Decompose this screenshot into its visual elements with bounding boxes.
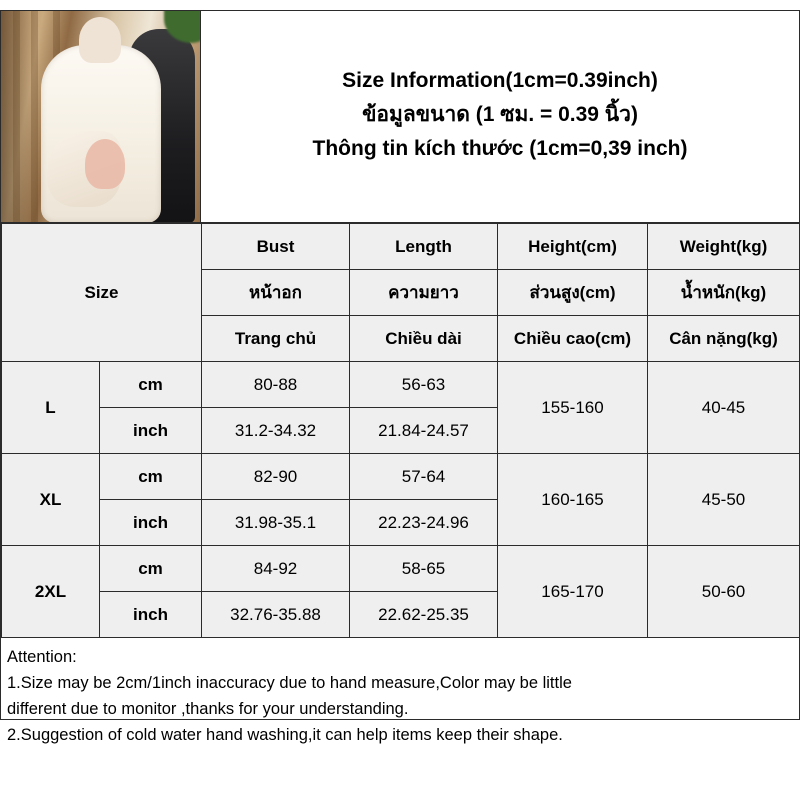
L-bust-inch: 31.2-34.32 (202, 408, 350, 454)
row-size-L: L (2, 362, 100, 454)
curtain-fold-icon (13, 11, 20, 222)
unit-cm: cm (100, 454, 202, 500)
XL-bust-inch: 31.98-35.1 (202, 500, 350, 546)
L-height: 155-160 (498, 362, 648, 454)
table-row (2, 546, 800, 592)
table-row (2, 454, 800, 500)
2XL-weight: 50-60 (648, 546, 800, 638)
mannequin-neck (79, 17, 121, 63)
2XL-bust-cm: 84-92 (202, 546, 350, 592)
L-length-inch: 21.84-24.57 (350, 408, 498, 454)
title-area (201, 11, 799, 222)
col-header-height-vi: Chiều cao(cm) (498, 316, 648, 362)
XL-height: 160-165 (498, 454, 648, 546)
attention-block (1, 638, 799, 748)
XL-length-inch: 22.23-24.96 (350, 500, 498, 546)
col-header-length-en: Length (350, 224, 498, 270)
col-header-weight-en: Weight(kg) (648, 224, 800, 270)
L-bust-cm: 80-88 (202, 362, 350, 408)
col-header-height-en: Height(cm) (498, 224, 648, 270)
unit-cm: cm (100, 362, 202, 408)
unit-inch: inch (100, 592, 202, 638)
col-header-length-th: ความยาว (350, 270, 498, 316)
XL-weight: 45-50 (648, 454, 800, 546)
table-row (2, 362, 800, 408)
col-header-bust-th: หน้าอก (202, 270, 350, 316)
2XL-bust-inch: 32.76-35.88 (202, 592, 350, 638)
col-header-height-th: ส่วนสูง(cm) (498, 270, 648, 316)
title-en: Size Information(1cm=0.39inch) (342, 68, 658, 92)
L-length-cm: 56-63 (350, 362, 498, 408)
size-chart-sheet (0, 10, 800, 744)
size-header-cell: Size (2, 224, 202, 362)
title-vi: Thông tin kích thước (1cm=0,39 inch) (312, 136, 688, 160)
L-weight: 40-45 (648, 362, 800, 454)
XL-length-cm: 57-64 (350, 454, 498, 500)
row-size-XL: XL (2, 454, 100, 546)
product-photo (1, 11, 201, 222)
title-th: ข้อมูลขนาด (1 ซม. = 0.39 นิ้ว) (362, 102, 638, 126)
unit-inch: inch (100, 408, 202, 454)
header-block (1, 11, 799, 223)
2XL-height: 165-170 (498, 546, 648, 638)
XL-bust-cm: 82-90 (202, 454, 350, 500)
2XL-length-cm: 58-65 (350, 546, 498, 592)
attention-heading: Attention: (7, 648, 77, 666)
unit-inch: inch (100, 500, 202, 546)
table-header-row-en (2, 224, 800, 270)
attention-line-1b: different due to monitor ,thanks for your understanding. (7, 700, 409, 718)
col-header-weight-th: น้ำหนัก(kg) (648, 270, 800, 316)
unit-cm: cm (100, 546, 202, 592)
size-table (1, 223, 800, 638)
col-header-length-vi: Chiều dài (350, 316, 498, 362)
2XL-length-inch: 22.62-25.35 (350, 592, 498, 638)
col-header-bust-vi: Trang chủ (202, 316, 350, 362)
attention-line-1a: 1.Size may be 2cm/1inch inaccuracy due to hand measure,Color may be little (7, 674, 572, 692)
row-size-2XL: 2XL (2, 546, 100, 638)
model-hand (85, 139, 125, 189)
curtain-fold-icon (31, 11, 38, 222)
col-header-weight-vi: Cân nặng(kg) (648, 316, 800, 362)
attention-line-2: 2.Suggestion of cold water hand washing,it can help items keep their shape. (7, 726, 563, 744)
col-header-bust-en: Bust (202, 224, 350, 270)
